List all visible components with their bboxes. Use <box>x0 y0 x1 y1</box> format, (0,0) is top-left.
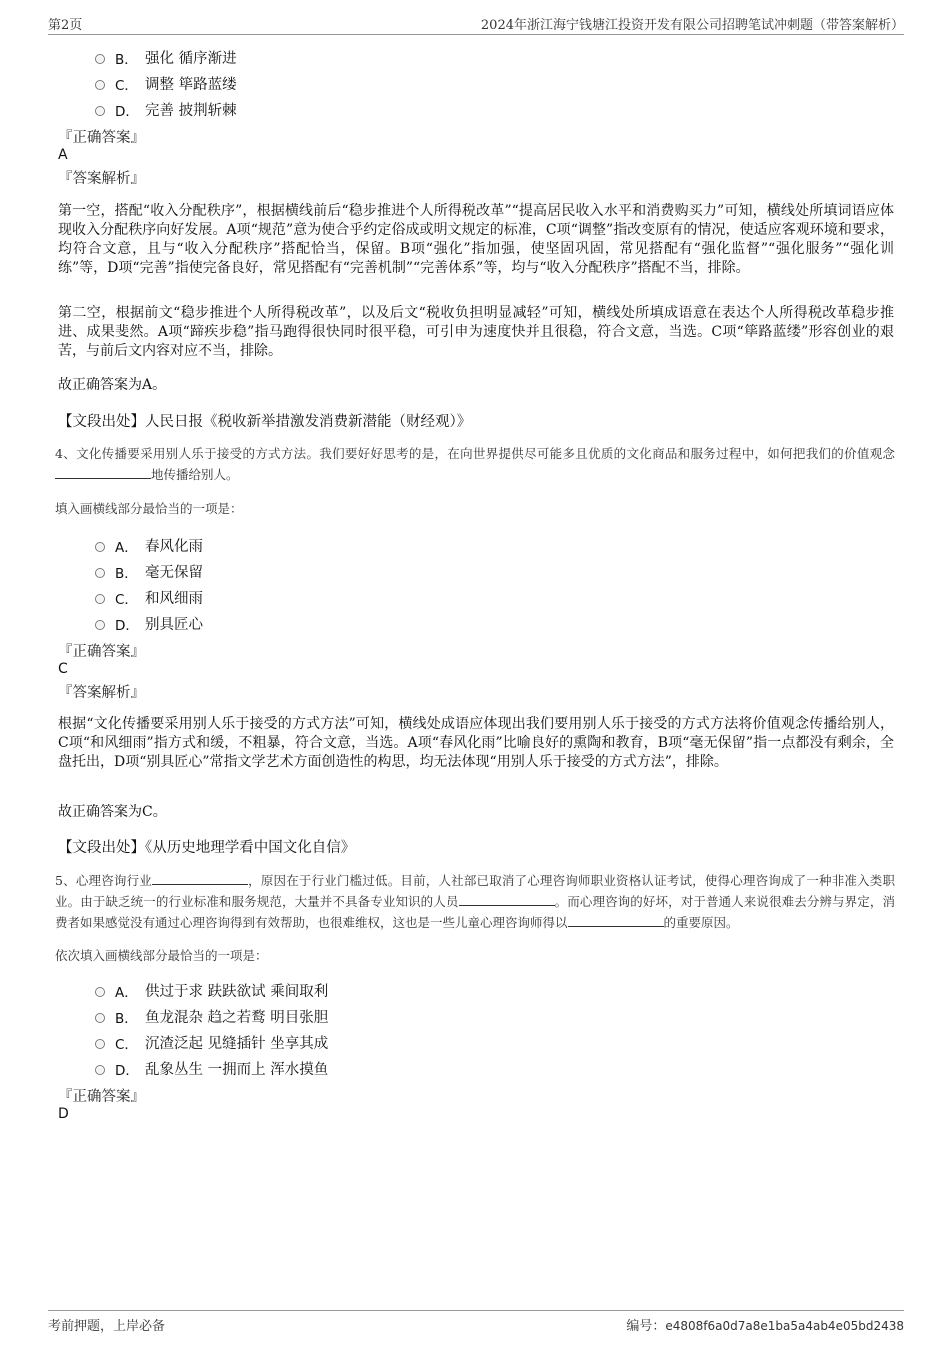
q4-source: 【文段出处】《从历史地理学看中国文化自信》 <box>58 840 356 856</box>
blank-line <box>152 872 248 885</box>
q3-source: 【文段出处】人民日报《税收新举措激发消费新潜能（财经观）》 <box>58 414 472 430</box>
option-text: 别具匠心 <box>145 617 203 633</box>
q5-answer: D <box>58 1106 69 1122</box>
question-text: 心理咨询行业 <box>75 873 152 888</box>
question-text: 文化传播要采用别人乐于接受的方式方法。我们要好好思考的是，在向世界提供尽可能多且优质的文化商品和服务过程中，如何把我们的价值观念 <box>76 446 895 461</box>
radio-icon[interactable] <box>95 594 105 604</box>
q3-analysis-label: 『答案解析』 <box>58 171 145 187</box>
option-text: 调整 筚路蓝缕 <box>145 77 237 93</box>
q5-option-a[interactable]: A． 供过于求 趺趺欲试 乘间取利 <box>95 980 328 1001</box>
radio-icon[interactable] <box>95 987 105 997</box>
radio-icon[interactable] <box>95 568 105 578</box>
q4-option-c[interactable]: C． 和风细雨 <box>95 587 203 608</box>
question-number: 5、 <box>55 873 76 888</box>
q3-analysis-paragraph-2: 第二空，根据前文“稳步推进个人所得税改革”，以及后文“税收负担明显减轻”可知，横线处所填成语意在表达个人所得税改革稳步推进、成果斐然。A项“蹄疾步稳”指马跑得很快同时很平稳，可引申为速度快并且很稳，符合文意，当选。C项“筚路蓝缕”形容创业的艰苦，与前后文内容对应不当，排除。 <box>58 305 894 359</box>
option-text: 鱼龙混杂 趋之若鹜 明目张胆 <box>145 1010 329 1026</box>
q5-question <box>55 870 895 933</box>
option-text: 毫无保留 <box>145 565 203 581</box>
radio-icon[interactable] <box>95 106 105 116</box>
q4-prompt: 填入画横线部分最恰当的一项是： <box>55 501 243 516</box>
option-text: 供过于求 趺趺欲试 乘间取利 <box>145 984 329 1000</box>
option-text: 和风细雨 <box>145 591 203 607</box>
page-header <box>48 14 904 35</box>
option-text: 春风化雨 <box>145 539 203 555</box>
q4-answer-label: 『正确答案』 <box>58 644 145 660</box>
q5-option-d[interactable]: D． 乱象丛生 一拥而上 浑水摸鱼 <box>95 1058 328 1079</box>
blank-line <box>568 914 664 927</box>
q3-answer: A <box>58 147 68 163</box>
option-text: 强化 循序渐进 <box>145 51 237 67</box>
question-number: 4、 <box>55 446 77 461</box>
radio-icon[interactable] <box>95 54 105 64</box>
radio-icon[interactable] <box>95 542 105 552</box>
q4-answer: C <box>58 661 68 677</box>
q5-answer-label: 『正确答案』 <box>58 1089 145 1105</box>
blank-line <box>55 466 151 479</box>
q4-analysis-label: 『答案解析』 <box>58 685 145 701</box>
q5-option-b[interactable]: B． 鱼龙混杂 趋之若鹜 明目张胆 <box>95 1006 328 1027</box>
footer-slogan: 考前押题，上岸必备 <box>48 1319 166 1334</box>
option-text: 完善 披荆斩棘 <box>145 103 237 119</box>
radio-icon[interactable] <box>95 80 105 90</box>
q3-option-d[interactable]: D． 完善 披荆斩棘 <box>95 99 237 120</box>
q3-option-b[interactable]: B． 强化 循序渐进 <box>95 47 237 68</box>
document-title: 2024年浙江海宁钱塘江投资开发有限公司招聘笔试冲刺题（带答案解析） <box>480 18 904 33</box>
q4-analysis-paragraph: 根据“文化传播要采用别人乐于接受的方式方法”可知，横线处成语应体现出我们要用别人乐于接受的方式方法将价值观念传播给别人，C项“和风细雨”指方式和缓，不粗暴，符合文意，当选。A项“春风化雨”比喻良好的熏陶和教育，B项“毫无保留”指一点都没有剩余，全盘托出，D项“别具匠心”常指文学艺术方面创造性的构思，均无法体现“用别人乐于接受的方式方法”，排除。 <box>58 716 894 770</box>
radio-icon[interactable] <box>95 1013 105 1023</box>
option-text: 沉渣泛起 见缝插针 坐享其成 <box>145 1036 329 1052</box>
radio-icon[interactable] <box>95 1039 105 1049</box>
q3-analysis-paragraph-1: 第一空，搭配“收入分配秩序”，根据横线前后“稳步推进个人所得税改革”“提高居民收入水平和消费购买力”可知，横线处所填词语应体现收入分配秩序向好发展。A项“规范”意为使合乎约定俗成或明文规定的标准，C项“调整”指改变原有的情况，使适应客观环境和要求，均符合文意，且与“收入分配秩序”搭配恰当，保留。B项“强化”指加强，使坚固巩固，常见搭配有“强化监督”“强化服务”“强化训练”等，D项“完善”指使完备良好，常见搭配有“完善机制”“完善体系”等，均与“收入分配秩序”搭配不当，排除。 <box>58 203 894 276</box>
option-text: 乱象丛生 一拥而上 浑水摸鱼 <box>145 1062 329 1078</box>
question-text: 。而心理咨询的好坏，对于普通人来说很难去分辨与界定，消费者如果感觉没有通过心理咨询得到有效帮助，也很难维权，这也是一些儿童心理咨询师得以 <box>55 894 895 930</box>
q3-conclusion: 故正确答案为A。 <box>58 377 167 393</box>
question-text-end: 的重要原因。 <box>663 915 739 930</box>
q3-option-c[interactable]: C． 调整 筚路蓝缕 <box>95 73 237 94</box>
question-text-end: 地传播给别人。 <box>151 467 239 482</box>
blank-line <box>459 893 555 906</box>
document-code <box>626 1315 904 1334</box>
q3-answer-label: 『正确答案』 <box>58 130 145 146</box>
q4-question <box>55 443 895 485</box>
radio-icon[interactable] <box>95 1065 105 1075</box>
page-number: 第2页 <box>48 18 83 33</box>
q5-option-c[interactable]: C． 沉渣泛起 见缝插针 坐享其成 <box>95 1032 328 1053</box>
code-value: e4808f6a0d7a8e1ba5a4ab4e05bd2438 <box>665 1319 904 1333</box>
page-footer <box>48 1310 904 1334</box>
q5-prompt: 依次填入画横线部分最恰当的一项是： <box>55 948 268 963</box>
radio-icon[interactable] <box>95 620 105 630</box>
code-label: 编号： <box>626 1319 666 1334</box>
q4-option-d[interactable]: D． 别具匠心 <box>95 613 203 634</box>
q4-option-a[interactable]: A． 春风化雨 <box>95 535 203 556</box>
q4-conclusion: 故正确答案为C。 <box>58 804 167 820</box>
q4-option-b[interactable]: B． 毫无保留 <box>95 561 203 582</box>
question-text: ，原因在于行业门槛过低。目前，人社部已取消了心理咨询师职业资格认证考试，使得心理咨询成了一种非准入类职业。由于缺乏统一的行业标准和服务规范，大量并不具备专业知识的人员 <box>55 873 895 909</box>
